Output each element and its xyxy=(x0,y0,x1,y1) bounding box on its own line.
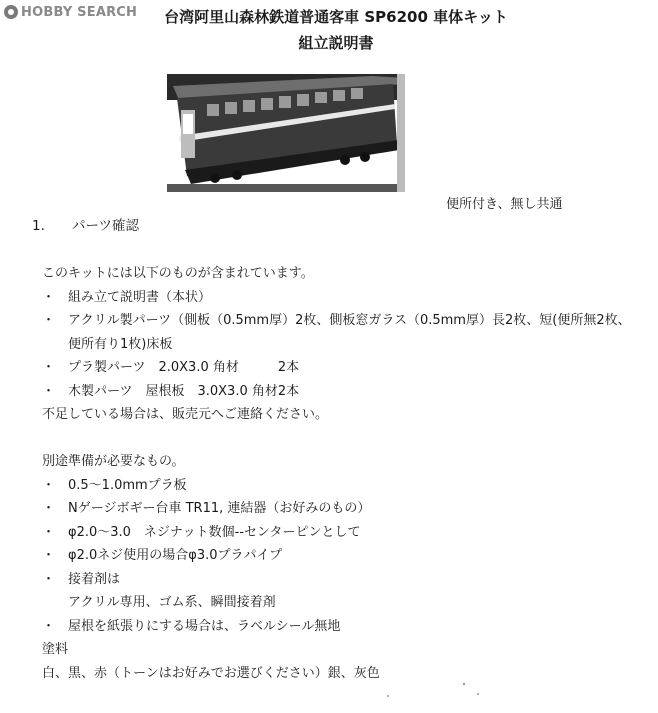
document-title: 台湾阿里山森林鉄道普通客車 SP6200 車体キット xyxy=(164,8,508,26)
hobby-search-watermark xyxy=(4,3,137,21)
bullet: ・ xyxy=(42,477,56,493)
section-heading xyxy=(32,214,139,234)
document-subtitle: 組立説明書 xyxy=(298,34,374,52)
list-item xyxy=(42,497,642,521)
watermark-text: HOBBY SEARCH xyxy=(21,4,138,20)
passenger-car-photo xyxy=(167,74,405,192)
list-item-text: 0.5～1.0mmプラ板 xyxy=(68,477,187,493)
section-number: 1. xyxy=(32,218,45,234)
list-item xyxy=(42,521,642,545)
photo-caption: 便所付き、無し共通 xyxy=(446,197,563,212)
list-item-text: 組み立て説明書（本状） xyxy=(68,289,212,305)
list-item xyxy=(42,568,642,592)
list-item-text: φ2.0～3.0 ネジナット数個--センターピンとして xyxy=(68,524,361,540)
bullet: ・ xyxy=(42,383,56,399)
list-item-text: 接着剤は xyxy=(68,571,121,587)
bullet: ・ xyxy=(42,289,56,305)
section-title: パーツ確認 xyxy=(72,218,139,234)
bullet: ・ xyxy=(42,524,56,540)
list-item-text: φ2.0ネジ使用の場合φ3.0プラパイプ xyxy=(68,548,283,563)
list-item-continuation: アクリル専用、ゴム系、瞬間接着剤 xyxy=(68,595,276,610)
list-item-text: プラ製パーツ 2.0X3.0 角材 2本 xyxy=(68,360,300,375)
paint-label: 塗料 xyxy=(42,642,69,657)
list-item-continuation: 便所有り1枚)床板 xyxy=(68,336,173,352)
list-item xyxy=(42,474,642,498)
bullet: ・ xyxy=(42,548,56,563)
required-items-intro: 別途準備が必要なもの。 xyxy=(42,454,185,469)
paint-colors: 白、黒、赤（トーンはお好みでお選びください）銀、灰色 xyxy=(42,665,380,681)
list-item xyxy=(42,356,642,380)
section-body xyxy=(42,262,642,685)
kit-contents-intro: このキットには以下のものが含まれています。 xyxy=(42,266,314,281)
list-item xyxy=(42,380,642,404)
bullet: ・ xyxy=(42,313,56,328)
bullet: ・ xyxy=(42,360,56,375)
bullet: ・ xyxy=(42,501,56,516)
list-item xyxy=(42,544,642,568)
list-item-text: 木製パーツ 屋根板 3.0X3.0 角材2本 xyxy=(68,383,300,399)
bullet: ・ xyxy=(42,571,56,587)
list-item xyxy=(42,615,642,639)
list-item-text: アクリル製パーツ（側板（0.5mm厚）2枚、側板窓ガラス（0.5mm厚）長2枚、短(便所無2枚、 xyxy=(68,313,631,328)
hobby-search-logo-icon xyxy=(4,5,18,19)
bullet: ・ xyxy=(42,618,56,634)
list-item-text: 屋根を紙張りにする場合は、ラベルシール無地 xyxy=(68,618,341,634)
spacer xyxy=(42,427,642,451)
shortage-note: 不足している場合は、販売元へご連絡ください。 xyxy=(42,407,329,422)
list-item-text: Nゲージボギー台車 TR11, 連結器（お好みのもの） xyxy=(68,501,371,516)
list-item xyxy=(42,309,642,333)
list-item xyxy=(42,286,642,310)
scan-specks xyxy=(380,680,500,710)
